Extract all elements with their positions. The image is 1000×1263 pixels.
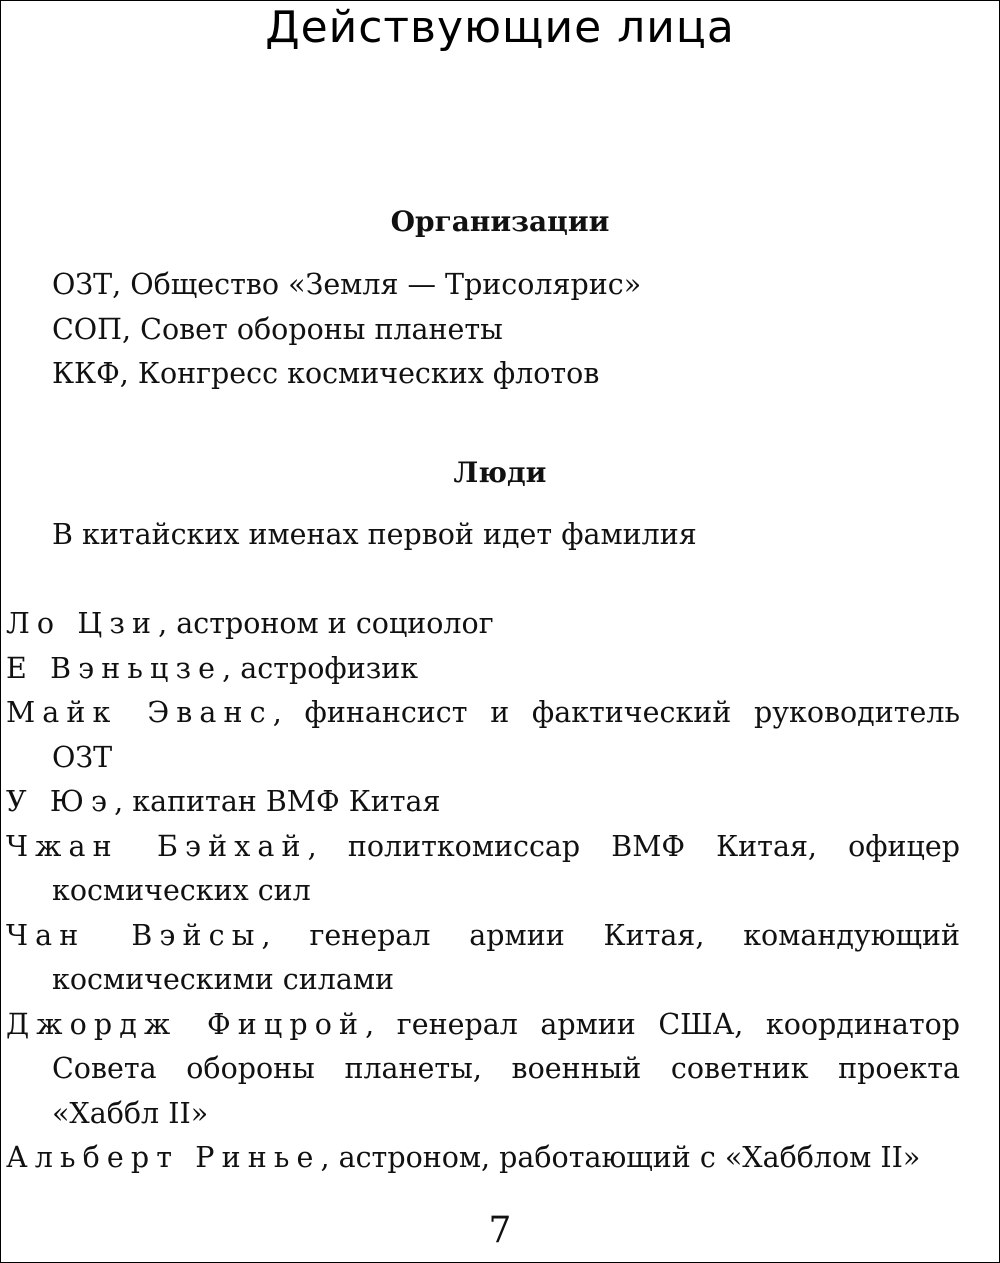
organization-item: СОП, Совет обороны планеты	[52, 312, 503, 346]
person-entry	[6, 602, 960, 647]
person-name: У Юэ	[6, 785, 115, 818]
person-name: Е Вэньцзе	[6, 651, 223, 685]
organization-item: ОЗТ, Общество «Земля — Трисолярис»	[52, 268, 642, 301]
organization-item: ККФ, Конгресс космических флотов	[52, 357, 600, 390]
person-description: , генерал армии США, координатор Совета обороны планеты, военный советник проекта «Хаббл II»	[52, 1007, 960, 1130]
naming-note: В китайских именах первой идет фамилия	[52, 518, 697, 551]
person-description: , астрофизик	[222, 651, 419, 685]
person-name: Ло Цзи	[6, 607, 159, 640]
person-entry	[6, 825, 960, 914]
page-title: Действующие лица	[265, 2, 735, 53]
person-name: Джордж Фицрой	[6, 1007, 366, 1041]
person-entry	[6, 647, 960, 692]
organizations-list	[52, 263, 960, 397]
person-description: , астроном, работающий с «Хабблом II»	[320, 1141, 921, 1174]
person-name: Чжан Бэйхай	[6, 829, 308, 863]
person-name: Майк Эванс	[6, 696, 273, 729]
person-description: , политкомиссар ВМФ Китая, офицер космических сил	[52, 829, 960, 907]
person-description: , капитан ВМФ Китая	[114, 785, 441, 818]
person-entry	[6, 1003, 960, 1137]
person-description: , финансист и фактический руководитель ОЗТ	[52, 696, 960, 774]
person-name: Альберт Ринье	[6, 1141, 321, 1174]
people-list	[6, 602, 960, 1181]
person-description: , генерал армии Китая, командующий космическими силами	[52, 918, 960, 996]
person-entry	[6, 691, 960, 780]
person-entry	[6, 1136, 960, 1181]
person-description: , астроном и социолог	[158, 607, 494, 640]
person-entry	[6, 780, 960, 825]
people-heading: Люди	[453, 456, 547, 489]
organizations-heading: Организации	[390, 205, 610, 238]
person-name: Чан Вэйсы	[6, 918, 262, 952]
person-entry	[6, 914, 960, 1003]
page-number: 7	[488, 1210, 512, 1251]
